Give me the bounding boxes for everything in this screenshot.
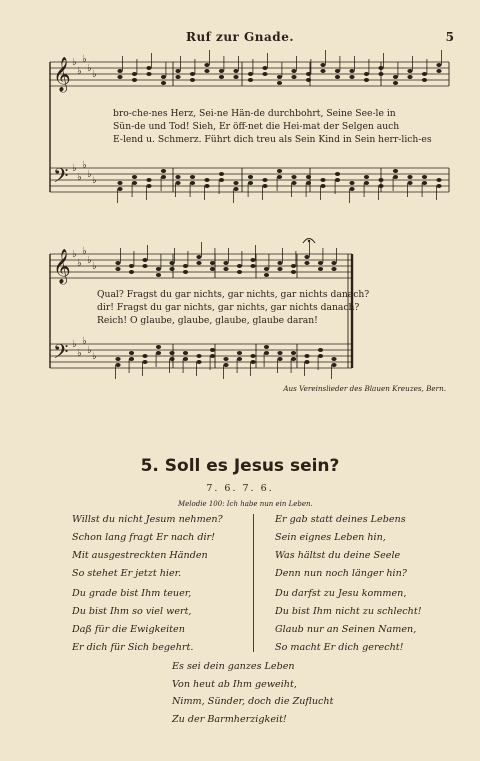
note-head bbox=[304, 360, 309, 364]
stanza-final bbox=[172, 661, 333, 731]
note-head bbox=[378, 72, 383, 76]
note-head bbox=[156, 267, 161, 271]
note-head bbox=[161, 175, 166, 179]
note-head bbox=[156, 273, 161, 277]
note-head bbox=[264, 351, 269, 355]
note-head bbox=[132, 72, 137, 76]
source-attribution: Aus Vereinslieder des Blauen Kreuzes, Bern. bbox=[283, 384, 446, 393]
note-head bbox=[183, 357, 188, 361]
note-head bbox=[156, 345, 161, 349]
bass-clef-icon: 𝄢 bbox=[53, 164, 69, 192]
note-head bbox=[248, 181, 253, 185]
note-head bbox=[331, 267, 336, 271]
note-head bbox=[223, 357, 228, 361]
note-head bbox=[115, 261, 120, 265]
note-head bbox=[291, 181, 296, 185]
note-head bbox=[204, 69, 209, 73]
verse-line: Du grade bist Ihm teuer, bbox=[72, 588, 192, 599]
flat-sign-icon: ♭ bbox=[92, 261, 97, 272]
flat-sign-icon: ♭ bbox=[77, 258, 82, 269]
note-head bbox=[318, 267, 323, 271]
treble-clef-icon: 𝄞 bbox=[53, 249, 71, 284]
note-head bbox=[436, 63, 441, 67]
note-head bbox=[183, 270, 188, 274]
note-head bbox=[364, 181, 369, 185]
note-head bbox=[169, 261, 174, 265]
note-head bbox=[237, 270, 242, 274]
note-head bbox=[142, 264, 147, 268]
verse-line: Du bist Ihm nicht zu schlecht! bbox=[275, 605, 422, 617]
note-head bbox=[291, 351, 296, 355]
note-head bbox=[378, 178, 383, 182]
note-head bbox=[219, 69, 224, 73]
note-head bbox=[262, 66, 267, 70]
note-head bbox=[223, 261, 228, 265]
verse-line: Willst du nicht Jesum nehmen? bbox=[72, 514, 223, 525]
note-head bbox=[196, 354, 201, 358]
note-head bbox=[175, 181, 180, 185]
flat-sign-icon: ♭ bbox=[92, 175, 97, 186]
song-title: 5. Soll es Jesus sein? bbox=[140, 456, 340, 476]
note-head bbox=[175, 69, 180, 73]
flat-sign-icon: ♭ bbox=[82, 54, 87, 65]
note-head bbox=[169, 351, 174, 355]
fermata-dot bbox=[308, 240, 310, 242]
note-head bbox=[250, 258, 255, 262]
note-head bbox=[349, 181, 354, 185]
flat-sign-icon: ♭ bbox=[87, 63, 92, 74]
note-head bbox=[291, 75, 296, 79]
note-head bbox=[117, 187, 122, 191]
note-head bbox=[262, 178, 267, 182]
note-head bbox=[407, 69, 412, 73]
note-head bbox=[306, 175, 311, 179]
note-head bbox=[183, 351, 188, 355]
note-head bbox=[250, 264, 255, 268]
note-head bbox=[320, 63, 325, 67]
note-head bbox=[393, 81, 398, 85]
note-head bbox=[233, 187, 238, 191]
flat-sign-icon: ♭ bbox=[72, 249, 77, 260]
note-head bbox=[142, 354, 147, 358]
note-head bbox=[393, 175, 398, 179]
verse-line: Er gab statt deines Lebens bbox=[275, 514, 406, 525]
page-number: 5 bbox=[445, 30, 454, 44]
flat-sign-icon: ♭ bbox=[72, 57, 77, 68]
note-head bbox=[407, 175, 412, 179]
note-head bbox=[129, 357, 134, 361]
note-head bbox=[407, 75, 412, 79]
verse-line: Schon lang fragt Er nach dir! bbox=[72, 531, 215, 543]
note-head bbox=[161, 81, 166, 85]
note-head bbox=[117, 181, 122, 185]
running-header: Ruf zur Gnade. bbox=[185, 30, 295, 44]
note-head bbox=[248, 72, 253, 76]
note-head bbox=[237, 357, 242, 361]
note-head bbox=[277, 81, 282, 85]
note-head bbox=[250, 354, 255, 358]
note-head bbox=[335, 172, 340, 176]
note-head bbox=[233, 181, 238, 185]
note-head bbox=[183, 264, 188, 268]
note-head bbox=[277, 351, 282, 355]
note-head bbox=[364, 78, 369, 82]
stanza-right-1 bbox=[275, 514, 407, 586]
note-head bbox=[378, 184, 383, 188]
song-meter: 7. 6. 7. 6. bbox=[206, 483, 274, 494]
verse-line: Sein eignes Leben hin, bbox=[275, 531, 386, 543]
flat-sign-icon: ♭ bbox=[72, 163, 77, 174]
note-head bbox=[117, 75, 122, 79]
verse-line: Du darfst zu Jesu kommen, bbox=[275, 588, 407, 599]
note-head bbox=[378, 66, 383, 70]
note-head bbox=[318, 348, 323, 352]
note-head bbox=[335, 178, 340, 182]
note-head bbox=[190, 175, 195, 179]
note-head bbox=[204, 184, 209, 188]
note-head bbox=[210, 267, 215, 271]
note-head bbox=[349, 69, 354, 73]
note-head bbox=[117, 69, 122, 73]
note-head bbox=[146, 178, 151, 182]
verse-line: Denn nun noch länger hin? bbox=[275, 567, 407, 579]
note-head bbox=[291, 270, 296, 274]
note-head bbox=[115, 357, 120, 361]
note-head bbox=[233, 69, 238, 73]
flat-sign-icon: ♭ bbox=[77, 348, 82, 359]
note-head bbox=[331, 261, 336, 265]
note-head bbox=[331, 363, 336, 367]
note-head bbox=[277, 261, 282, 265]
flat-sign-icon: ♭ bbox=[87, 169, 92, 180]
note-head bbox=[196, 261, 201, 265]
note-head bbox=[264, 273, 269, 277]
note-head bbox=[190, 78, 195, 82]
lyric-line: Qual? Fragst du gar nichts, gar nichts, gar nichts danach? bbox=[97, 289, 370, 300]
flat-sign-icon: ♭ bbox=[82, 336, 87, 347]
note-head bbox=[175, 175, 180, 179]
note-head bbox=[422, 181, 427, 185]
note-head bbox=[129, 351, 134, 355]
note-head bbox=[115, 363, 120, 367]
lyric-line: Sün-de und Tod! Sieh, Er öff-net die Hei-mat der Selgen auch bbox=[113, 121, 400, 132]
melody-reference: Melodie 100: Ich habe nun ein Leben. bbox=[178, 500, 313, 508]
note-head bbox=[335, 75, 340, 79]
note-head bbox=[318, 354, 323, 358]
flat-sign-icon: ♭ bbox=[77, 172, 82, 183]
note-head bbox=[210, 348, 215, 352]
note-head bbox=[237, 264, 242, 268]
flat-sign-icon: ♭ bbox=[77, 66, 82, 77]
note-head bbox=[262, 72, 267, 76]
note-head bbox=[204, 63, 209, 67]
note-head bbox=[223, 363, 228, 367]
note-head bbox=[169, 357, 174, 361]
note-head bbox=[291, 264, 296, 268]
note-head bbox=[291, 175, 296, 179]
verse-line: Was hältst du deine Seele bbox=[275, 549, 401, 561]
note-head bbox=[190, 72, 195, 76]
note-head bbox=[349, 75, 354, 79]
note-head bbox=[175, 75, 180, 79]
note-head bbox=[146, 184, 151, 188]
note-head bbox=[262, 184, 267, 188]
note-head bbox=[320, 184, 325, 188]
verse-line: Er dich für Sich begehrt. bbox=[72, 641, 194, 653]
flat-sign-icon: ♭ bbox=[72, 339, 77, 350]
note-head bbox=[436, 184, 441, 188]
note-head bbox=[190, 181, 195, 185]
flat-sign-icon: ♭ bbox=[87, 345, 92, 356]
stanza-left-1 bbox=[72, 514, 223, 586]
note-head bbox=[277, 175, 282, 179]
note-head bbox=[304, 255, 309, 259]
note-head bbox=[306, 78, 311, 82]
note-head bbox=[248, 175, 253, 179]
treble-clef-icon: 𝄞 bbox=[53, 57, 71, 92]
verse-line: Zu der Barmherzigkeit! bbox=[172, 713, 287, 725]
note-head bbox=[277, 357, 282, 361]
note-head bbox=[291, 357, 296, 361]
note-head bbox=[161, 75, 166, 79]
verse-line: So macht Er dich gerecht! bbox=[275, 641, 404, 653]
note-head bbox=[156, 351, 161, 355]
lyric-line: Reich! O glaube, glaube, glaube, glaube daran! bbox=[97, 315, 318, 326]
note-head bbox=[210, 261, 215, 265]
column-divider bbox=[253, 514, 254, 652]
note-head bbox=[196, 360, 201, 364]
verse-line: Mit ausgestreckten Händen bbox=[72, 549, 208, 561]
note-head bbox=[436, 178, 441, 182]
note-head bbox=[277, 169, 282, 173]
note-head bbox=[277, 75, 282, 79]
note-head bbox=[169, 267, 174, 271]
verse-line: Glaub nur an Seinen Namen, bbox=[275, 623, 417, 635]
note-head bbox=[248, 78, 253, 82]
note-head bbox=[142, 360, 147, 364]
note-head bbox=[219, 172, 224, 176]
note-head bbox=[320, 178, 325, 182]
note-head bbox=[422, 78, 427, 82]
note-head bbox=[115, 267, 120, 271]
note-head bbox=[318, 261, 323, 265]
note-head bbox=[210, 354, 215, 358]
verse-line: So stehet Er jetzt hier. bbox=[72, 567, 182, 579]
note-head bbox=[132, 175, 137, 179]
note-head bbox=[393, 169, 398, 173]
note-head bbox=[436, 69, 441, 73]
bass-clef-icon: 𝄢 bbox=[53, 340, 69, 368]
note-head bbox=[277, 267, 282, 271]
note-head bbox=[304, 354, 309, 358]
verse-line: Daß für die Ewigkeiten bbox=[72, 623, 185, 635]
note-head bbox=[196, 255, 201, 259]
note-head bbox=[146, 66, 151, 70]
lyric-line: dir! Fragst du gar nichts, gar nichts, gar nichts danach? bbox=[97, 302, 360, 313]
note-head bbox=[237, 351, 242, 355]
note-head bbox=[291, 69, 296, 73]
flat-sign-icon: ♭ bbox=[87, 255, 92, 266]
note-head bbox=[129, 264, 134, 268]
note-head bbox=[204, 178, 209, 182]
note-head bbox=[320, 69, 325, 73]
note-head bbox=[393, 75, 398, 79]
flat-sign-icon: ♭ bbox=[82, 160, 87, 171]
note-head bbox=[422, 72, 427, 76]
note-head bbox=[306, 181, 311, 185]
note-head bbox=[335, 69, 340, 73]
note-head bbox=[306, 72, 311, 76]
note-head bbox=[264, 345, 269, 349]
note-head bbox=[364, 175, 369, 179]
note-head bbox=[233, 75, 238, 79]
verse-line: Es sei dein ganzes Leben bbox=[172, 661, 295, 672]
note-head bbox=[223, 267, 228, 271]
note-head bbox=[219, 178, 224, 182]
note-head bbox=[349, 187, 354, 191]
note-head bbox=[132, 78, 137, 82]
flat-sign-icon: ♭ bbox=[92, 351, 97, 362]
note-head bbox=[250, 360, 255, 364]
verse-line: Nimm, Sünder, doch die Zuflucht bbox=[172, 696, 334, 708]
note-head bbox=[331, 357, 336, 361]
note-head bbox=[219, 75, 224, 79]
note-head bbox=[407, 181, 412, 185]
note-head bbox=[364, 72, 369, 76]
note-head bbox=[422, 175, 427, 179]
verse-line: Von heut ab Ihm geweiht, bbox=[172, 678, 297, 690]
flat-sign-icon: ♭ bbox=[92, 69, 97, 80]
note-head bbox=[146, 72, 151, 76]
note-head bbox=[264, 267, 269, 271]
note-head bbox=[304, 261, 309, 265]
lyric-line: bro-che-nes Herz, Sei-ne Hän-de durchbohrt, Seine See-le in bbox=[113, 108, 396, 119]
verse-line: Du bist Ihm so viel wert, bbox=[72, 605, 192, 617]
flat-sign-icon: ♭ bbox=[82, 246, 87, 257]
note-head bbox=[132, 181, 137, 185]
note-head bbox=[142, 258, 147, 262]
note-head bbox=[161, 169, 166, 173]
stanza-left-2 bbox=[72, 588, 193, 660]
lyric-line: E-lend u. Schmerz. Führt dich treu als Sein Kind in Sein herr-lich-es bbox=[113, 134, 432, 145]
note-head bbox=[129, 270, 134, 274]
stanza-right-2 bbox=[275, 588, 422, 660]
